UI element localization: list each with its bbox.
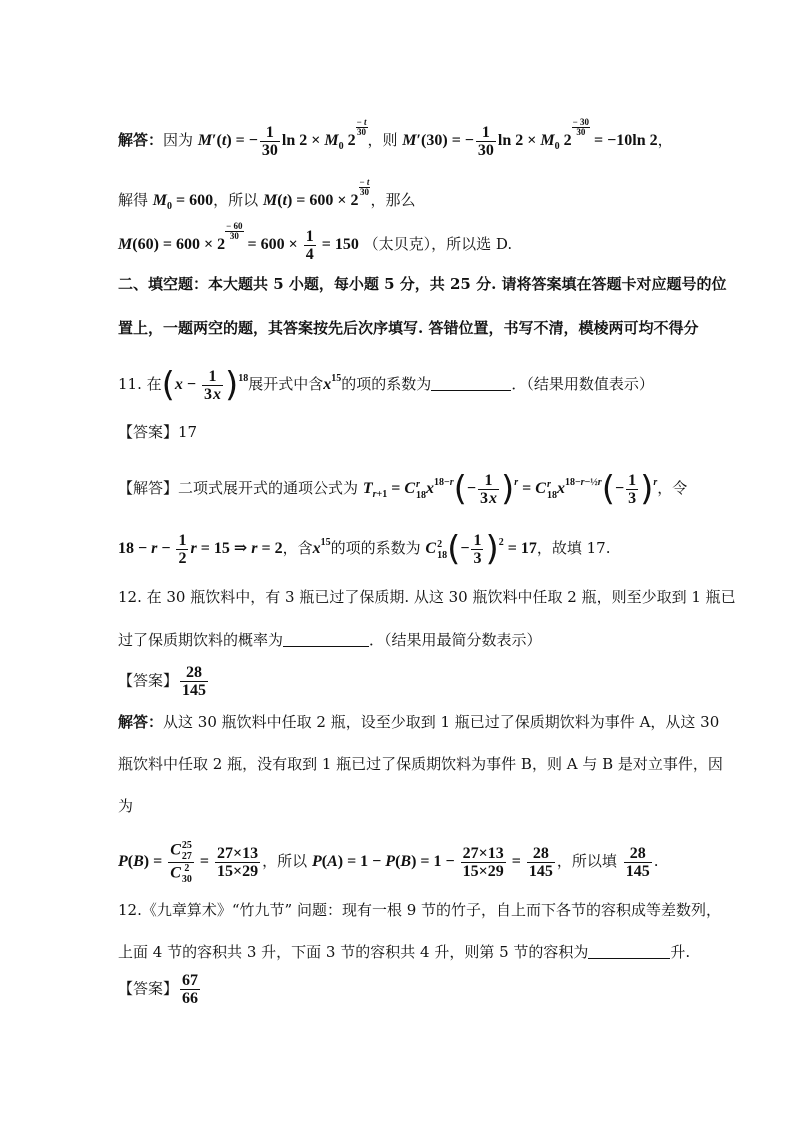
q11-number: 11. 在 [118,375,162,394]
fill-text: ，所以填 [556,852,617,871]
q12a-answer [118,664,210,699]
q12a-sol-line3: 为 [118,797,134,815]
q12a-sol-line2: 瓶饮料中任取 2 瓶，没有取到 1 瓶已过了保质期饮料为事件 B，则 A 与 B 是对立事件，因 [118,755,723,773]
answer-label: 【答案】 [118,423,179,441]
q11-line2-end: ，故填 17. [536,539,611,558]
q11-tail: 的项的系数为 [341,375,432,394]
comma: ， [657,131,673,149]
q11-question: 11. 在(x − $\frac{1}{3x}$ )$^{18}$展开式中含$x^{15}$的项的系数为 ．（结果用数值表示） [118,365,654,406]
q11-note: ．（结果用数值表示） [511,375,654,394]
q11-mid: 展开式中含 [248,375,324,394]
q12b-line2-pre: 上面 4 节的容积共 3 升，下面 3 节的容积共 4 升，则第 5 节的容积为 [118,943,589,961]
then-text: ，则 [367,131,398,149]
formula-m0: $M_0 = 600$ [152,192,214,212]
section2-line1: 二、填空题：本大题共 5 小题，每小题 5 分，共 25 分. 请将答案填在答题卡对应题号的位 [118,275,727,293]
q11-equation: 18 − r − $\frac{1}{2}$ r = 15 ⇒ r = 2 [118,532,283,567]
q11-line2-tail: 的项的系数为 [330,539,421,558]
answer-denominator: 145 [182,682,207,699]
solution10-line2 [118,178,415,217]
solution-label: 【解答】 [118,479,179,498]
q11-line2-mid: ，含 [282,539,313,558]
q12b-blank[interactable] [588,944,670,959]
q12b-line1: 12.《九章算术》“竹九节” 问题：现有一根 9 节的竹子，自上而下各节的容积成等差数列， [118,901,722,919]
so-text: ，所以 [213,191,259,209]
solution10-line3 [118,222,512,263]
q11-solution-line2: 18 − r − $\frac{1}{2}$ r = 15 ⇒ r = 2，含$x^{15}$的项的系数为 C 2 18 (− $\frac{1}{3}$ )$^2$ = 17，故填 17. [118,529,611,570]
q12b-answer [118,972,202,1007]
q11-binomial: (x − $\frac{1}{3x}$ )$^{18}$ [161,365,249,406]
answer-denominator: 66 [182,990,199,1007]
answer-numerator: 28 [180,664,208,682]
q12b-line2-post: 升. [670,943,691,961]
solution-label: 解答： [118,713,164,731]
q11-answer [118,422,197,442]
q12a-sol-line1 [118,712,719,732]
answer-label: 【答案】 [118,979,179,998]
solution10-line1 [118,118,673,159]
q12a-formula-pb: P(B) = C 25 27 C 2 30 = $\frac{27\times 13}{15\times 29}$ [118,840,259,885]
q12b-line2 [118,942,690,962]
q11-solution-line1 [118,469,688,510]
formula-m60: M(60) = 600 × 2 $\frac{- 60}{30}$ = 600 × $\frac{1}{4}$ = 150 [118,221,359,263]
q12a-sol1: 从这 30 瓶饮料中任取 2 瓶，设至少取到 1 瓶已过了保质期饮料为事件 A，从这 30 [163,713,720,731]
answer-numerator: 67 [182,972,199,989]
q12a-line1: 12. 在 30 瓶饮料中，有 3 瓶已过了保质期. 从这 30 瓶饮料中任取 2 瓶，则至少取到 1 瓶已 [118,588,736,606]
then2-text: ，那么 [370,191,416,209]
q11-general-term: $T_{r+1} = C$ r 18 $x^{18-r}(-$ $\frac{1}{3x}$ )$^r$ = C r 18 $x^{18-r-\frac{1}{2}r}(-$ $\frac{1}{3}$ )$^r$ [362,469,658,510]
q12a-sol-line4: P(B) = C 25 27 C 2 30 = $\frac{27\times 13}{15\times 29}$ ，所以 P(A) = 1 − P(B) = 1 − $\frac{27\times 13}{15\times 29}$ = $\frac{28}{145}$ ，所以填 $\frac{28}{145}$ . [118,840,659,885]
so-text: ，所以 [262,852,308,871]
formula-derivative-30: M′(30) = − $\frac{1}{30}$ $\ln 2 \times M_0$ 2 $\frac{- 30}{30}$ = −10ln 2 [402,117,658,159]
formula-derivative: M′(t) = − $\frac{1}{30}$ $\ln 2 \times M_0$ 2 $\frac{- t}{30}$ [197,117,367,159]
ling-text: ，令 [657,479,688,498]
q12a-answer-fraction [180,664,208,699]
q12a-blank[interactable] [283,632,369,647]
formula-mt: M(t) = 600 × 2 $\frac{- t}{30}$ [262,177,370,209]
section2-line2: 置上，一题两空的题，其答案按先后次序填写. 答错位置，书写不清，模棱两可均不得分 [118,319,699,337]
q12a-formula-pa: P(A) = 1 − P(B) = 1 − $\frac{27\times 13}{15\times 29}$ = $\frac{28}{145}$ [311,845,553,880]
q12a-line2-post: ．（结果用最简分数表示） [369,631,542,649]
solve-prefix: 解得 [118,191,149,209]
q12b-answer-fraction [180,972,200,1007]
solution-label: 解答： [118,131,164,149]
q12a-line2-pre: 过了保质期饮料的概率为 [118,631,284,649]
q12a-fill-fraction: $\frac{28}{145}$ [625,844,650,880]
final-tail: （太贝克），所以选 D. [363,235,513,253]
q11-blank[interactable] [431,376,511,391]
answer-label: 【答案】 [118,671,179,690]
q11-coefficient: C 2 18 (− $\frac{1}{3}$ )$^2$ = 17 [425,529,537,570]
q11-solution-text: 二项式展开式的通项公式为 [178,479,359,498]
q11-answer-value: 17 [178,423,198,441]
q12a-line2 [118,630,542,650]
because-text: 因为 [163,131,194,149]
